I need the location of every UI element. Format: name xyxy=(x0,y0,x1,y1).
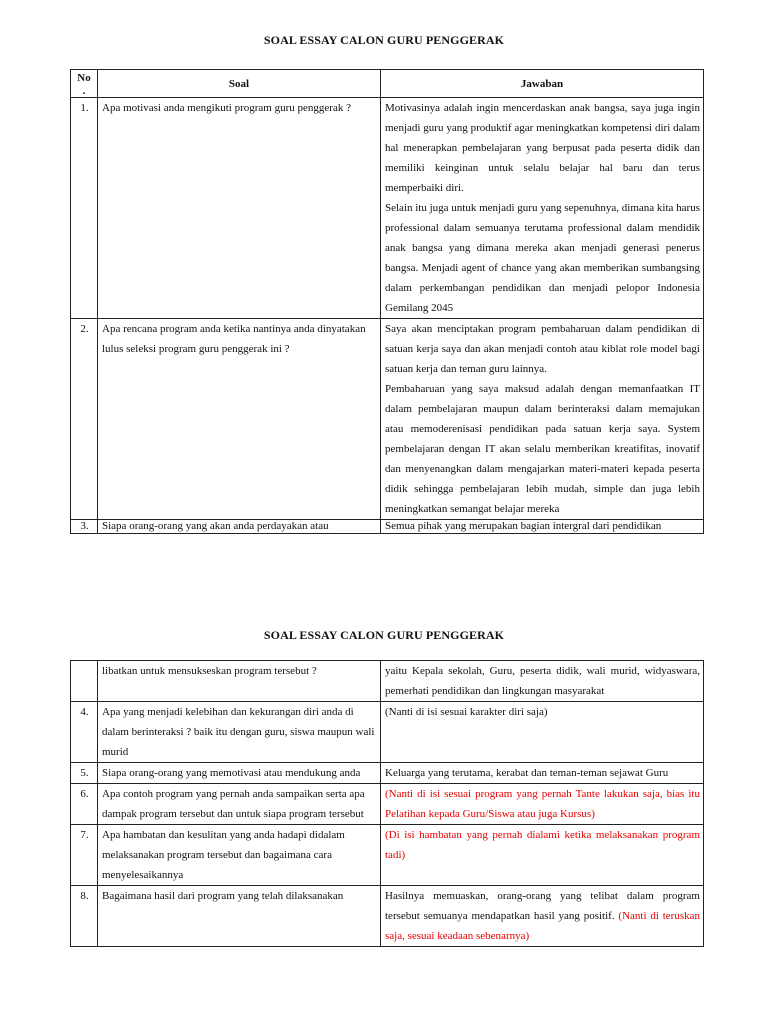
page-2-table xyxy=(70,660,704,947)
row-number: 7. xyxy=(71,825,98,886)
answer-cell xyxy=(381,825,704,886)
answer-paragraph: Semua pihak yang merupakan bagian intergral dari pendidikan xyxy=(385,520,662,532)
header-no-line2: . xyxy=(82,84,86,97)
header-soal: Soal xyxy=(98,70,381,98)
answer-note-red: (Di isi hambatan yang pernah dialami ketika melaksanakan program tadi) xyxy=(385,829,700,861)
table-row xyxy=(71,702,704,763)
row-number: 6. xyxy=(71,784,98,825)
answer-text: yaitu Kepala sekolah, Guru, peserta didik, wali murid, widyaswara, pemerhati pendidikan dan lingkungan masyarakat xyxy=(385,665,700,697)
row-number xyxy=(71,661,98,702)
answer-cell xyxy=(381,661,704,702)
table-row xyxy=(71,763,704,784)
row-number: 5. xyxy=(71,763,98,784)
answer-cell xyxy=(381,784,704,825)
page-1-table xyxy=(70,69,704,534)
header-no xyxy=(71,70,98,98)
answer-text: Keluarga yang terutama, kerabat dan teman-teman sejawat Guru xyxy=(385,767,669,779)
row-number: 8. xyxy=(71,886,98,947)
answer-cell xyxy=(381,763,704,784)
answer-cell xyxy=(381,702,704,763)
row-number: 2. xyxy=(71,319,98,520)
table-row xyxy=(71,98,704,319)
answer-cell xyxy=(381,886,704,947)
page-1-title: SOAL ESSAY CALON GURU PENGGERAK xyxy=(263,33,505,47)
answer-paragraph: Motivasinya adalah ingin mencerdaskan anak bangsa, saya juga ingin menjadi guru yang produktif agar meningkatkan kompetensi diri dalam hal menerapkan pembelajaran yang berpusat pada peserta didik dan memiliki keinginan untuk selalu belajar hal baru dan terus memperbaiki diri. xyxy=(385,102,700,194)
row-number: 1. xyxy=(71,98,98,319)
question-cell: Siapa orang-orang yang akan anda perdayakan atau xyxy=(98,520,381,534)
question-cell: Apa hambatan dan kesulitan yang anda hadapi didalam melaksanakan program tersebut dan bagaimana cara menyelesaikannya xyxy=(98,825,381,886)
table-row xyxy=(71,520,704,534)
table-row xyxy=(71,825,704,886)
question-cell: Siapa orang-orang yang memotivasi atau mendukung anda xyxy=(98,763,381,784)
question-cell: libatkan untuk mensukseskan program tersebut ? xyxy=(98,661,381,702)
answer-text: (Nanti di isi sesuai karakter diri saja) xyxy=(385,706,548,718)
table-row xyxy=(71,784,704,825)
question-cell: Apa rencana program anda ketika nantinya anda dinyatakan lulus seleksi program guru penggerak ini ? xyxy=(98,319,381,520)
answer-note-red: (Nanti di isi sesuai program yang pernah Tante lakukan saja, bias itu Pelatihan kepada Guru/Siswa atau juga Kursus) xyxy=(385,788,700,820)
answer-cell xyxy=(381,520,704,534)
answer-paragraph: Selain itu juga untuk menjadi guru yang sepenuhnya, dimana kita harus professional dalam semuanya terutama professional dalam mendidik anak bangsa yang dimana mereka akan menjadi generasi penerus bangsa. Menjadi agent of chance yang akan memberikan sumbangsing dalam perkembangan pendidikan dan menjadi pelopor Indonesia Gemilang 2045 xyxy=(385,202,700,314)
table-header-row xyxy=(71,70,704,98)
answer-paragraph: Saya akan menciptakan program pembaharuan dalam pendidikan di satuan kerja saya dan akan menjadi contoh atau kiblat role model bagi satuan kerja dan teman guru lainnya. xyxy=(385,323,700,375)
page-2-title: SOAL ESSAY CALON GURU PENGGERAK xyxy=(263,628,505,642)
row-number: 4. xyxy=(71,702,98,763)
table-row xyxy=(71,661,704,702)
question-cell: Apa contoh program yang pernah anda sampaikan serta apa dampak program tersebut dan untuk siapa program tersebut xyxy=(98,784,381,825)
header-no-line1: No xyxy=(77,71,91,84)
header-jawaban: Jawaban xyxy=(381,70,704,98)
answer-note-red: (Nanti di teruskan saja, sesuai keadaan sebenarnya) xyxy=(385,910,700,942)
question-cell: Apa yang menjadi kelebihan dan kekurangan diri anda di dalam berinteraksi ? baik itu dengan guru, siswa maupun wali murid xyxy=(98,702,381,763)
answer-cell xyxy=(381,319,704,520)
table-row xyxy=(71,319,704,520)
table-row xyxy=(71,886,704,947)
question-cell: Apa motivasi anda mengikuti program guru penggerak ? xyxy=(98,98,381,319)
row-number: 3. xyxy=(71,520,98,534)
answer-text: Hasilnya memuaskan, orang-orang yang telibat dalam program tersebut semuanya mendapatkan hasil yang positif. xyxy=(385,890,700,922)
question-cell: Bagaimana hasil dari program yang telah dilaksanakan xyxy=(98,886,381,947)
answer-paragraph: Pembaharuan yang saya maksud adalah dengan memanfaatkan IT dalam pembelajaran maupun dalam berinteraksi dalam memajukan atau memoderenisasi pendidikan pada satuan kerja saya. System pembelajaran dengan IT akan selalu memberikan kreatifitas, inovatif dan menyenangkan dalam mengajarkan materi-materi kepada peserta didik sehingga pembelajaran lebih mudah, simple dan juga lebih meningkatkan semangat belajar mereka xyxy=(385,383,700,515)
answer-cell xyxy=(381,98,704,319)
